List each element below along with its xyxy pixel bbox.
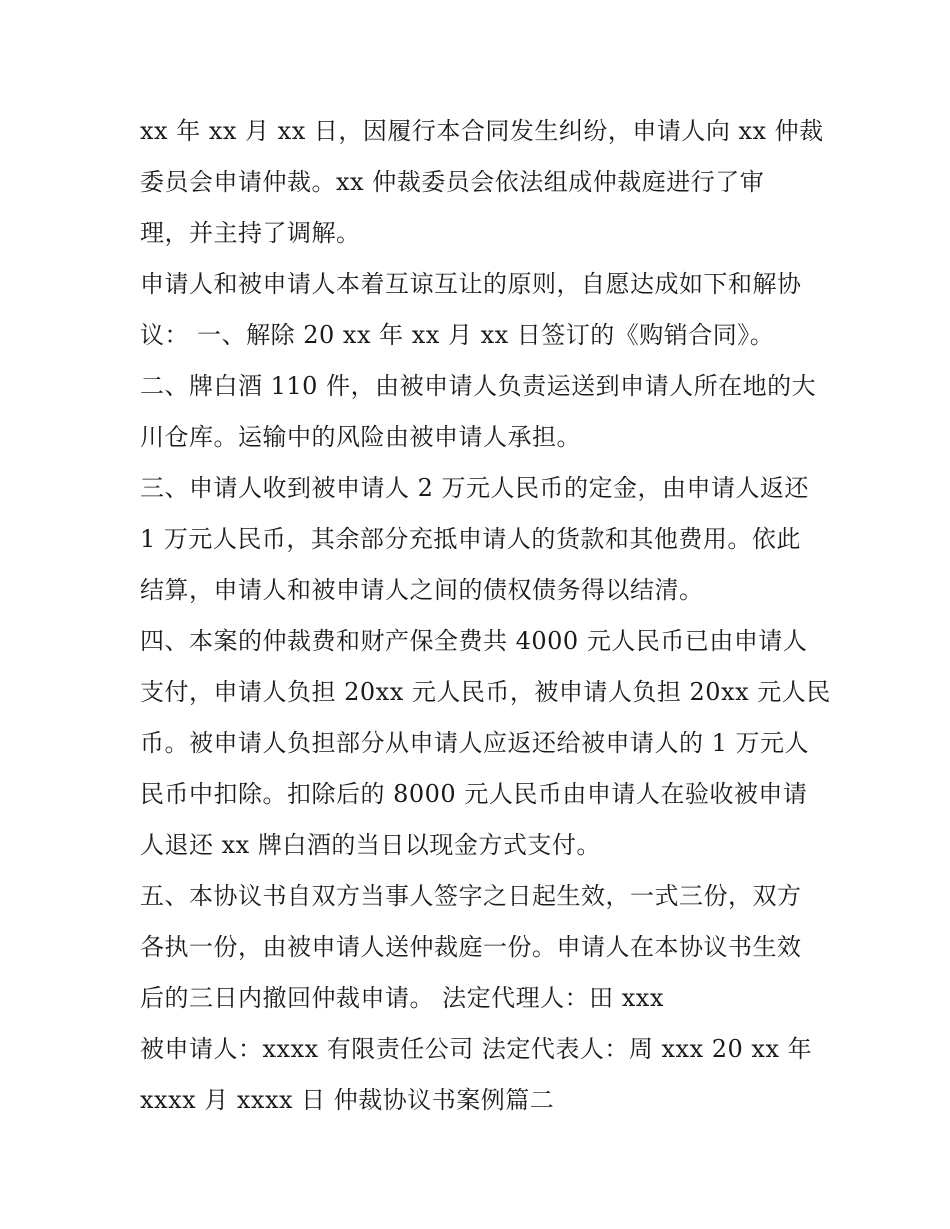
text-line: 二、牌白酒 110 件，由被申请人负责运送到申请人所在地的大 — [140, 372, 817, 400]
text-line: xx 年 xx 月 xx 日，因履行本合同发生纠纷，申请人向 xx 仲裁 — [140, 117, 824, 145]
text-line: 后的三日内撤回仲裁申请。 法定代理人：田 xxx — [140, 984, 664, 1012]
text-line: 人退还 xx 牌白酒的当日以现金方式支付。 — [140, 831, 601, 859]
text-line: 四、本案的仲裁费和财产保全费共 4000 元人民币已由申请人 — [140, 627, 808, 655]
text-line: 各执一份，由被申请人送仲裁庭一份。申请人在本协议书生效 — [140, 933, 802, 961]
text-line: 议： 一、解除 20 xx 年 xx 月 xx 日签订的《购销合同》。 — [140, 321, 775, 349]
text-line: 委员会申请仲裁。xx 仲裁委员会依法组成仲裁庭进行了审 — [140, 168, 765, 196]
text-line: xxxx 月 xxxx 日 仲裁协议书案例篇二 — [140, 1086, 555, 1114]
text-line: 1 万元人民币，其余部分充抵申请人的货款和其他费用。依此 — [140, 525, 801, 553]
text-line: 理，并主持了调解。 — [140, 219, 361, 247]
text-line: 川仓库。运输中的风险由被申请人承担。 — [140, 423, 581, 451]
document-body — [140, 106, 831, 1126]
text-line: 支付，申请人负担 20xx 元人民币，被申请人负担 20xx 元人民 — [140, 678, 831, 706]
text-line: 五、本协议书自双方当事人签字之日起生效，一式三份，双方 — [140, 882, 802, 910]
text-line: 被申请人：xxxx 有限责任公司 法定代表人：周 xxx 20 xx 年 — [140, 1035, 813, 1063]
text-line: 结算，申请人和被申请人之间的债权债务得以结清。 — [140, 576, 704, 604]
text-line: 申请人和被申请人本着互谅互让的原则，自愿达成如下和解协 — [140, 270, 802, 298]
text-line: 三、申请人收到被申请人 2 万元人民币的定金，由申请人返还 — [140, 474, 810, 502]
text-line: 民币中扣除。扣除后的 8000 元人民币由申请人在验收被申请 — [140, 780, 808, 808]
text-line: 币。被申请人负担部分从申请人应返还给被申请人的 1 万元人 — [140, 729, 810, 757]
